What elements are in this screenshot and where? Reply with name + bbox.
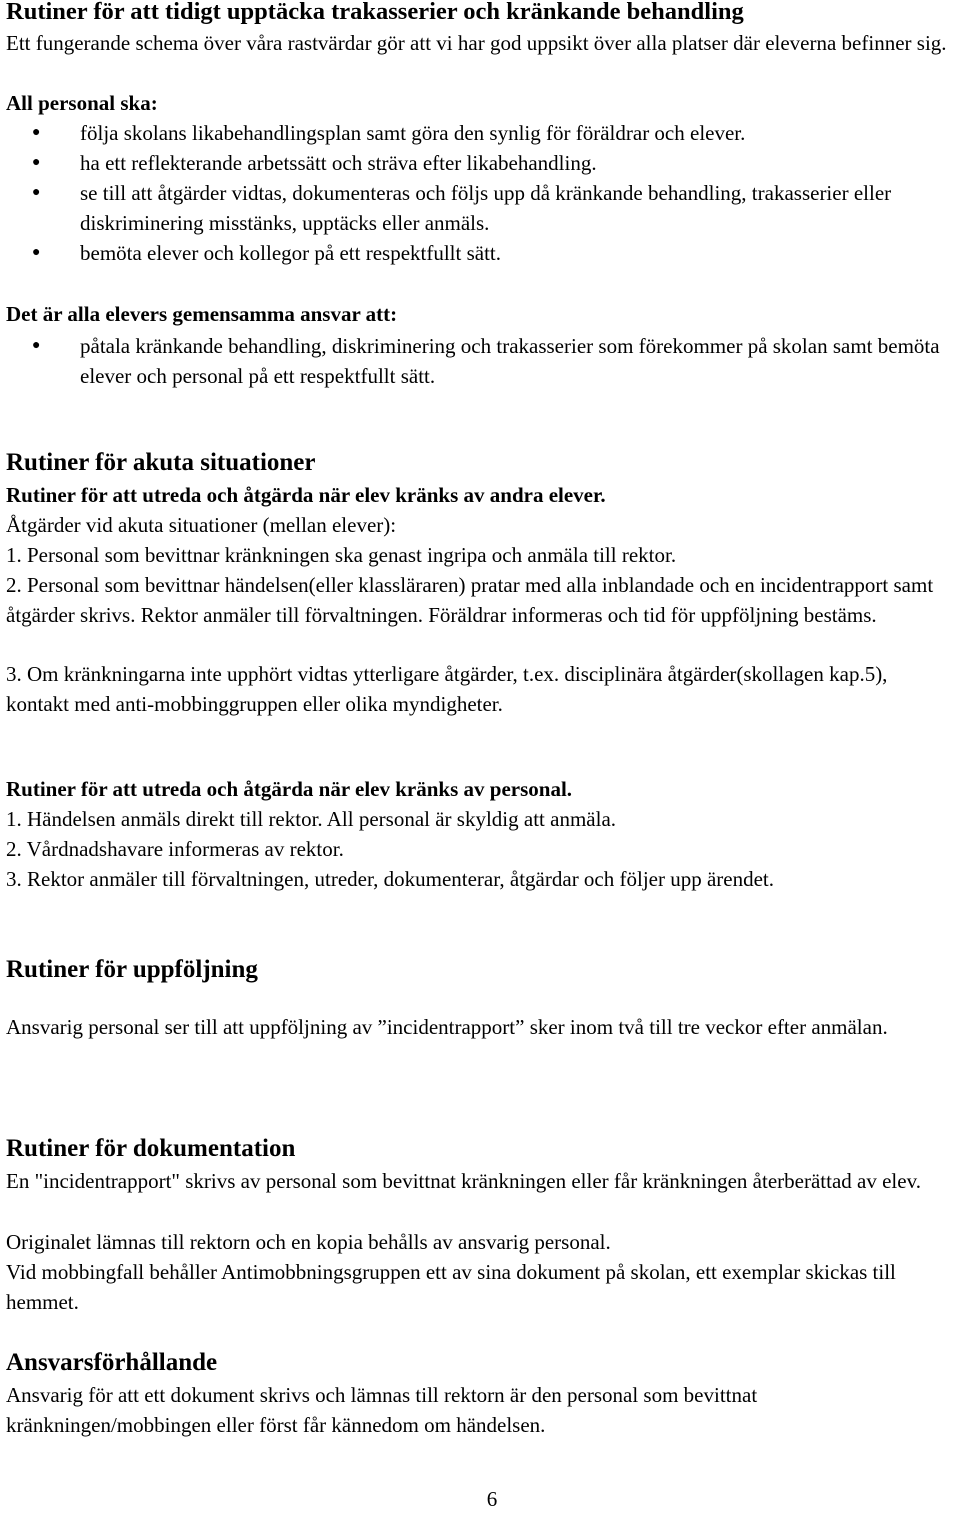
bullet-icon: ●: [32, 125, 41, 140]
acute-intro: Åtgärder vid akuta situationer (mellan elever):: [6, 513, 397, 537]
documentation-heading: Rutiner för dokumentation: [6, 1135, 296, 1162]
responsibility-text: Ansvarig för att ett dokument skrivs och lämnas till rektorn är den personal som bevittnat kränkningen/mobbingen eller först får kännedom om händelsen.: [6, 1383, 758, 1437]
list-item: ● följa skolans likabehandlingsplan samt göra den synlig för föräldrar och elever.: [6, 118, 954, 148]
documentation-paragraph-3: Vid mobbingfall behåller Antimobbningsgruppen ett av sina dokument på skolan, ett exemplar skickas till hemmet.: [6, 1260, 896, 1314]
all-staff-label: All personal ska:: [6, 91, 158, 115]
staff-case-step-2: 2. Vårdnadshavare informeras av rektor.: [6, 837, 344, 861]
bullet-icon: ●: [32, 185, 41, 200]
list-item: ● bemöta elever och kollegor på ett respektfullt sätt.: [6, 238, 954, 268]
responsibility-heading: Ansvarsförhållande: [6, 1349, 218, 1376]
intro-paragraph: Ett fungerande schema över våra rastvärdar gör att vi har god uppsikt över alla platser där eleverna befinner sig.: [6, 31, 947, 55]
list-item: ● ha ett reflekterande arbetssätt och sträva efter likabehandling.: [6, 148, 954, 178]
bullet-icon: ●: [32, 245, 41, 260]
acute-subheading: Rutiner för att utreda och åtgärda när elev kränks av andra elever.: [6, 483, 606, 507]
bullet-icon: ●: [32, 338, 41, 353]
bullet-icon: ●: [32, 155, 41, 170]
acute-step-1: 1. Personal som bevittnar kränkningen ska genast ingripa och anmäla till rektor.: [6, 543, 677, 567]
page-number: 6: [486, 1487, 498, 1511]
acute-heading: Rutiner för akuta situationer: [6, 449, 316, 476]
acute-step-2: 2. Personal som bevittnar händelsen(eller klassläraren) pratar med alla inblandade och en incidentrapport samt åtgärder skrivs. Rektor anmäler till förvaltningen. Föräldrar informeras och tid för uppföljning bestäms.: [6, 573, 934, 627]
staff-case-step-1: 1. Händelsen anmäls direkt till rektor. All personal är skyldig att anmäla.: [6, 807, 617, 831]
staff-case-subheading: Rutiner för att utreda och åtgärda när elev kränks av personal.: [6, 777, 573, 801]
documentation-paragraph-1: En "incidentrapport" skrivs av personal som bevittnat kränkningen eller får kränkningen återberättad av elev.: [6, 1169, 921, 1193]
followup-text: Ansvarig personal ser till att uppföljning av ”incidentrapport” sker inom två till tre veckor efter anmälan.: [6, 1015, 888, 1039]
students-list: [6, 331, 954, 391]
all-staff-list: [6, 118, 954, 268]
staff-case-step-3: 3. Rektor anmäler till förvaltningen, utreder, dokumenterar, åtgärdar och följer upp ärendet.: [6, 867, 775, 891]
list-item: ● se till att åtgärder vidtas, dokumenteras och följs upp då kränkande behandling, trakasserier eller diskriminering misstänks, upptäcks eller anmäls.: [6, 178, 954, 238]
students-label: Det är alla elevers gemensamma ansvar att:: [6, 302, 398, 326]
acute-step-3: 3. Om kränkningarna inte upphört vidtas ytterligare åtgärder, t.ex. disciplinära åtgärder(skollagen kap.5), kontakt med anti-mobbinggruppen eller olika myndigheter.: [6, 662, 888, 716]
list-item: ● påtala kränkande behandling, diskriminering och trakasserier som förekommer på skolan samt bemöta elever och personal på ett respektfullt sätt.: [6, 331, 954, 391]
main-heading: Rutiner för att tidigt upptäcka trakasserier och kränkande behandling: [6, 0, 744, 25]
followup-heading: Rutiner för uppföljning: [6, 956, 258, 983]
documentation-paragraph-2: Originalet lämnas till rektorn och en kopia behålls av ansvarig personal.: [6, 1230, 611, 1254]
